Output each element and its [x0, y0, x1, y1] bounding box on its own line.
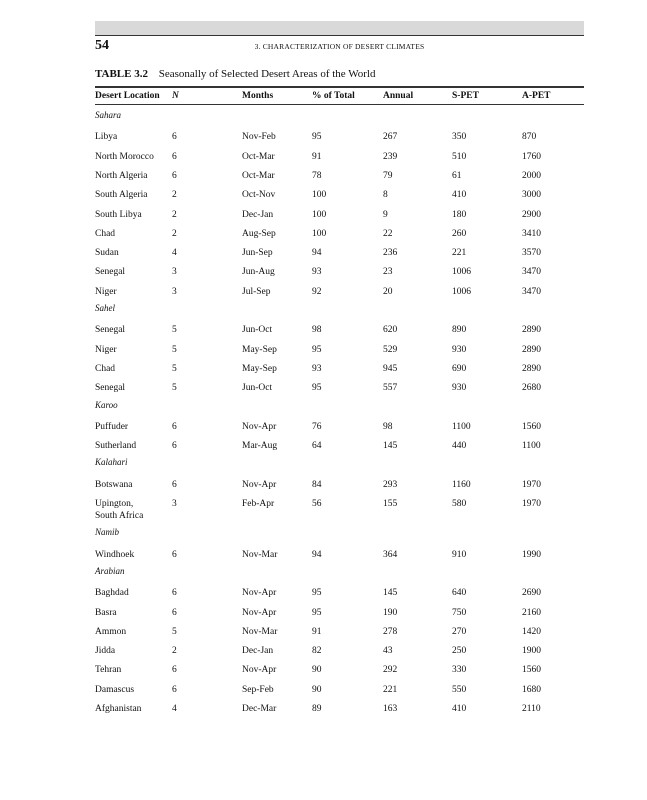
- cell-months: Oct-Mar: [242, 151, 275, 162]
- cell-apet: 2890: [522, 325, 541, 336]
- region-label: Karoo: [95, 399, 118, 410]
- cell-spet: 750: [452, 607, 467, 618]
- cell-annual: 620: [383, 325, 398, 336]
- cell-location: Ammon: [95, 626, 127, 637]
- cell-annual: 9: [383, 209, 388, 220]
- region-label: Sahara: [95, 110, 122, 120]
- cell-apet: 3410: [522, 228, 541, 239]
- region-label: Kalahari: [95, 457, 128, 468]
- cell-apet: 1970: [522, 479, 541, 490]
- cell-location: Senegal: [95, 267, 126, 278]
- cell-location: Tehran: [95, 665, 122, 676]
- cell-pct: 56: [312, 499, 322, 509]
- cell-spet: 1100: [452, 421, 471, 432]
- cell-pct: 95: [312, 344, 322, 355]
- cell-spet: 180: [452, 209, 467, 220]
- cell-months: Sep-Feb: [242, 684, 274, 695]
- cell-pct: 98: [312, 325, 322, 336]
- cell-annual: 529: [383, 344, 398, 355]
- cell-pct: 94: [312, 549, 322, 560]
- cell-annual: 145: [383, 588, 398, 599]
- cell-apet: 3570: [522, 248, 541, 259]
- cell-months: May-Sep: [242, 363, 277, 374]
- cell-months: Mar-Aug: [242, 441, 278, 452]
- cell-location: South Algeria: [95, 190, 148, 201]
- cell-spet: 1006: [452, 286, 471, 297]
- cell-pct: 64: [312, 441, 322, 452]
- table-header-rule: [95, 104, 584, 105]
- cell-apet: 3470: [522, 267, 541, 278]
- cell-apet: 1680: [522, 684, 541, 695]
- cell-annual: 8: [383, 190, 388, 201]
- cell-pct: 100: [312, 228, 327, 239]
- cell-n: 6: [172, 665, 177, 676]
- cell-pct: 95: [312, 607, 322, 618]
- table-top-rule: [95, 86, 584, 88]
- cell-location: Upington,: [95, 499, 134, 509]
- cell-n: 5: [172, 626, 177, 637]
- cell-n: 5: [172, 325, 177, 336]
- col-header-n: N: [172, 91, 179, 101]
- cell-n: 3: [172, 286, 177, 297]
- cell-pct: 89: [312, 704, 322, 714]
- cell-pct: 90: [312, 665, 322, 676]
- col-header-months: Months: [242, 91, 274, 101]
- cell-months: Jun-Sep: [242, 248, 273, 259]
- cell-annual: 23: [383, 267, 393, 278]
- page-number: 54: [95, 38, 109, 53]
- cell-months: Dec-Jan: [242, 209, 274, 220]
- cell-months: Jun-Oct: [242, 383, 273, 394]
- cell-annual: 364: [383, 549, 398, 560]
- cell-n: 6: [172, 132, 177, 143]
- cell-annual: 190: [383, 607, 398, 618]
- cell-apet: 2000: [522, 170, 541, 181]
- cell-pct: 95: [312, 588, 322, 599]
- cell-months: Nov-Apr: [242, 479, 277, 490]
- cell-spet: 410: [452, 704, 467, 714]
- cell-pct: 93: [312, 267, 322, 278]
- cell-apet: 3000: [522, 190, 541, 201]
- cell-spet: 440: [452, 441, 467, 452]
- cell-n: 2: [172, 190, 177, 201]
- cell-annual: 292: [383, 665, 398, 676]
- region-label: Namib: [95, 527, 120, 538]
- cell-apet: 1990: [522, 549, 541, 560]
- cell-location: Chad: [95, 228, 116, 239]
- cell-annual: 43: [383, 646, 393, 657]
- cell-n: 3: [172, 499, 177, 509]
- cell-location-line2: South Africa: [95, 511, 144, 521]
- cell-spet: 330: [452, 665, 467, 676]
- cell-apet: 1900: [522, 646, 541, 657]
- cell-pct: 91: [312, 626, 322, 637]
- cell-apet: 2680: [522, 383, 541, 394]
- cell-apet: 2690: [522, 588, 541, 599]
- col-header-apet: A-PET: [522, 91, 551, 101]
- cell-location: Basra: [95, 607, 117, 618]
- cell-pct: 78: [312, 170, 322, 181]
- cell-months: Oct-Nov: [242, 190, 276, 201]
- cell-spet: 410: [452, 190, 467, 201]
- cell-spet: 221: [452, 248, 467, 259]
- cell-spet: 580: [452, 499, 467, 509]
- cell-apet: 1100: [522, 441, 541, 452]
- cell-spet: 260: [452, 228, 467, 239]
- cell-months: Jun-Aug: [242, 267, 275, 278]
- cell-months: Dec-Mar: [242, 704, 277, 714]
- cell-n: 6: [172, 607, 177, 618]
- cell-spet: 930: [452, 383, 467, 394]
- cell-n: 6: [172, 441, 177, 452]
- cell-apet: 1760: [522, 151, 541, 162]
- region-label: Sahel: [95, 303, 115, 313]
- cell-spet: 910: [452, 549, 467, 560]
- cell-n: 5: [172, 363, 177, 374]
- cell-spet: 510: [452, 151, 467, 162]
- col-header-location: Desert Location: [95, 91, 160, 101]
- cell-apet: 3470: [522, 286, 541, 297]
- cell-location: Senegal: [95, 325, 126, 336]
- cell-apet: 1970: [522, 499, 541, 509]
- cell-spet: 550: [452, 684, 467, 695]
- cell-pct: 93: [312, 363, 322, 374]
- cell-apet: 2890: [522, 344, 541, 355]
- cell-spet: 890: [452, 325, 467, 336]
- cell-location: Baghdad: [95, 588, 129, 599]
- cell-annual: 557: [383, 383, 398, 394]
- cell-location: Windhoek: [95, 549, 135, 560]
- cell-pct: 94: [312, 248, 322, 259]
- cell-location: Puffuder: [95, 421, 129, 432]
- cell-months: Nov-Apr: [242, 607, 277, 618]
- cell-n: 4: [172, 704, 177, 714]
- cell-spet: 250: [452, 646, 467, 657]
- cell-annual: 79: [383, 170, 393, 181]
- cell-n: 2: [172, 646, 177, 657]
- cell-location: Damascus: [95, 684, 135, 695]
- cell-annual: 155: [383, 499, 398, 509]
- cell-location: Chad: [95, 363, 116, 374]
- cell-location: Niger: [95, 344, 117, 355]
- cell-annual: 22: [383, 228, 393, 239]
- cell-months: Nov-Mar: [242, 549, 278, 560]
- cell-months: Jul-Sep: [242, 286, 271, 297]
- cell-apet: 2900: [522, 209, 541, 220]
- cell-pct: 90: [312, 684, 322, 695]
- cell-spet: 350: [452, 132, 467, 143]
- cell-location: Libya: [95, 132, 118, 143]
- cell-location: Senegal: [95, 383, 126, 394]
- cell-n: 6: [172, 549, 177, 560]
- cell-location: North Morocco: [95, 151, 154, 162]
- cell-pct: 100: [312, 190, 327, 201]
- cell-pct: 91: [312, 151, 322, 162]
- cell-n: 2: [172, 209, 177, 220]
- cell-spet: 690: [452, 363, 467, 374]
- cell-months: Nov-Feb: [242, 132, 276, 143]
- cell-n: 6: [172, 170, 177, 181]
- col-header-annual: Annual: [383, 91, 414, 101]
- cell-spet: 61: [452, 170, 462, 181]
- cell-annual: 145: [383, 441, 398, 452]
- cell-months: Nov-Apr: [242, 421, 277, 432]
- cell-n: 2: [172, 228, 177, 239]
- cell-apet: 1560: [522, 421, 541, 432]
- cell-apet: 870: [522, 132, 537, 143]
- cell-location: South Libya: [95, 209, 142, 220]
- cell-apet: 2110: [522, 704, 541, 714]
- cell-annual: 98: [383, 421, 393, 432]
- cell-location: Jidda: [95, 646, 116, 657]
- cell-pct: 100: [312, 209, 327, 220]
- cell-annual: 236: [383, 248, 398, 259]
- cell-annual: 267: [383, 132, 398, 143]
- cell-months: Nov-Apr: [242, 588, 277, 599]
- cell-annual: 239: [383, 151, 398, 162]
- cell-annual: 221: [383, 684, 398, 695]
- cell-months: Oct-Mar: [242, 170, 275, 181]
- cell-months: Nov-Apr: [242, 665, 277, 676]
- cell-n: 6: [172, 151, 177, 162]
- running-header-bar: [95, 21, 584, 35]
- chapter-title: 3. CHARACTERIZATION OF DESERT CLIMATES: [254, 42, 425, 51]
- cell-n: 6: [172, 479, 177, 490]
- cell-location: Sutherland: [95, 441, 137, 452]
- cell-pct: 76: [312, 421, 322, 432]
- cell-n: 5: [172, 344, 177, 355]
- cell-annual: 163: [383, 704, 398, 714]
- cell-pct: 95: [312, 132, 322, 143]
- col-header-pct-total: % of Total: [312, 91, 355, 101]
- cell-annual: 278: [383, 626, 398, 637]
- cell-n: 4: [172, 248, 177, 259]
- cell-location: North Algeria: [95, 170, 148, 181]
- cell-spet: 1160: [452, 479, 471, 490]
- cell-n: 6: [172, 684, 177, 695]
- cell-apet: 1420: [522, 626, 541, 637]
- cell-location: Afghanistan: [95, 704, 142, 714]
- cell-spet: 930: [452, 344, 467, 355]
- cell-apet: 2890: [522, 363, 541, 374]
- cell-months: Jun-Oct: [242, 325, 273, 336]
- cell-location: Botswana: [95, 479, 133, 490]
- cell-apet: 2160: [522, 607, 541, 618]
- cell-spet: 640: [452, 588, 467, 599]
- cell-spet: 1006: [452, 267, 471, 278]
- cell-annual: 945: [383, 363, 398, 374]
- cell-n: 5: [172, 383, 177, 394]
- table-caption: Seasonally of Selected Desert Areas of the World: [158, 68, 376, 80]
- cell-pct: 92: [312, 286, 322, 297]
- cell-n: 6: [172, 588, 177, 599]
- cell-pct: 84: [312, 479, 322, 490]
- region-label: Arabian: [95, 565, 125, 576]
- cell-n: 3: [172, 267, 177, 278]
- cell-pct: 82: [312, 646, 322, 657]
- cell-months: Nov-Mar: [242, 626, 278, 637]
- cell-months: Aug-Sep: [242, 228, 276, 239]
- cell-location: Sudan: [95, 248, 119, 259]
- cell-pct: 95: [312, 383, 322, 394]
- cell-months: Feb-Apr: [242, 499, 275, 509]
- cell-annual: 293: [383, 479, 398, 490]
- table-title: [95, 68, 375, 80]
- cell-location: Niger: [95, 286, 117, 297]
- table-label: TABLE 3.2: [95, 68, 148, 80]
- cell-apet: 1560: [522, 665, 541, 676]
- col-header-spet: S-PET: [452, 91, 479, 101]
- header-rule: [95, 35, 584, 36]
- cell-annual: 20: [383, 286, 393, 297]
- cell-months: Dec-Jan: [242, 646, 274, 657]
- cell-n: 6: [172, 421, 177, 432]
- cell-spet: 270: [452, 626, 467, 637]
- cell-months: May-Sep: [242, 344, 277, 355]
